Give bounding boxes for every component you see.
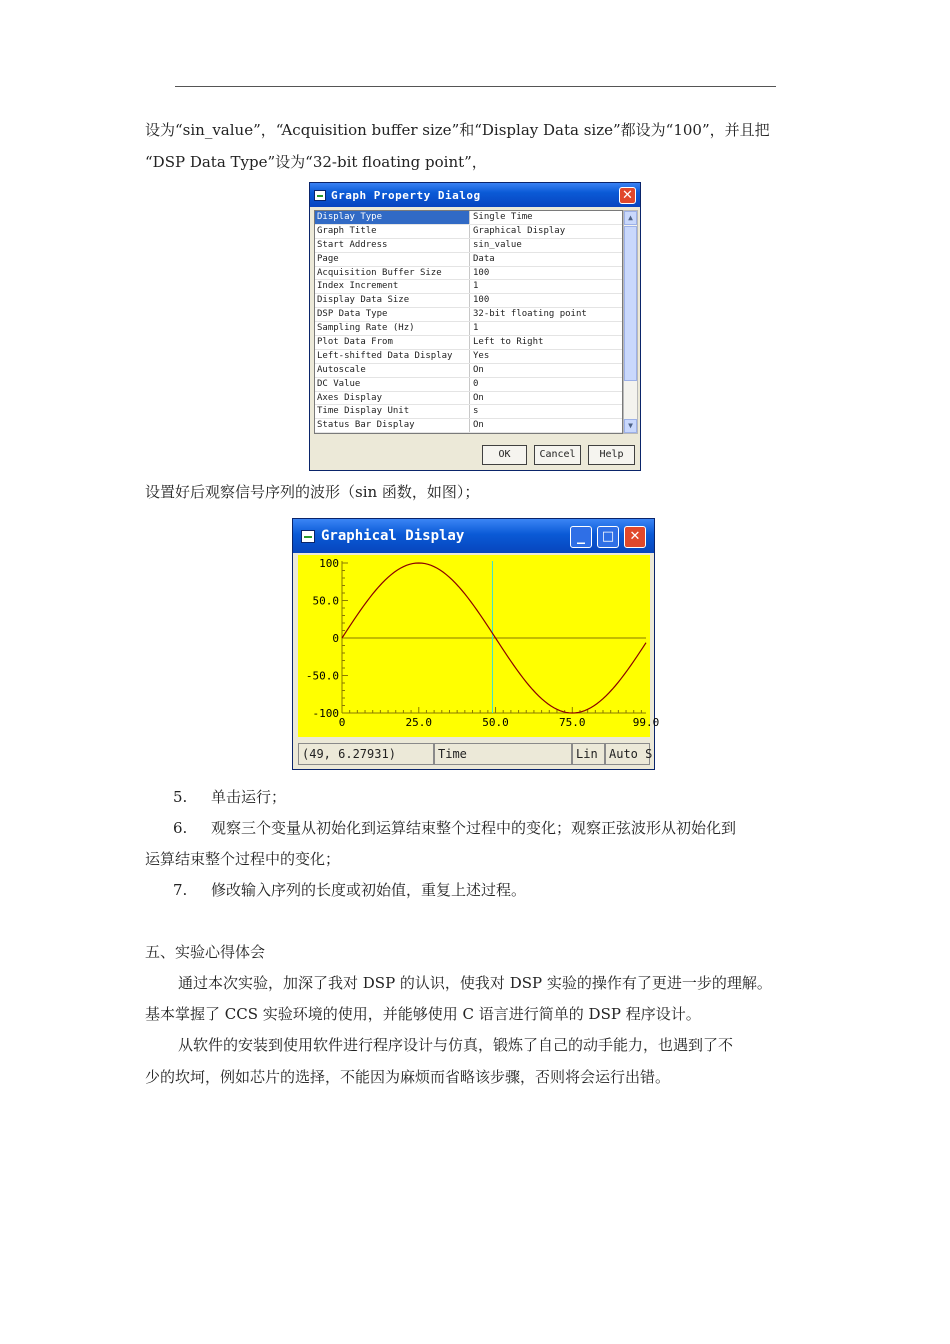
step-item: 5. 单击运行； [173, 788, 287, 806]
property-value[interactable]: sin_value [473, 239, 522, 250]
step-item: 7. 修改输入序列的长度或初始值，重复上述过程。 [173, 881, 527, 899]
scroll-down-icon[interactable]: ▼ [624, 419, 637, 433]
property-value[interactable]: Graphical Display [473, 225, 566, 236]
x-tick-label: 25.0 [405, 716, 433, 729]
property-key: Index Increment [315, 280, 470, 293]
property-key: Display Type [315, 211, 470, 224]
step-item-continued: 运算结束整个过程中的变化； [145, 850, 341, 868]
property-value[interactable]: Data [473, 253, 495, 264]
property-key: Sampling Rate (Hz) [315, 322, 470, 335]
y-tick-label: 100 [319, 557, 339, 570]
property-row[interactable] [315, 364, 622, 378]
property-value[interactable]: 1 [473, 281, 479, 292]
property-key: Time Display Unit [315, 405, 470, 418]
property-row[interactable] [315, 253, 622, 267]
plot-area[interactable] [298, 555, 660, 737]
property-value[interactable]: s [473, 406, 479, 417]
property-key: DC Value [315, 378, 470, 391]
graph-window-title: Graphical Display [321, 528, 465, 544]
property-key: Graph Title [315, 225, 470, 238]
property-row[interactable] [315, 405, 622, 419]
body-line: 少的坎坷，例如芯片的选择，不能因为麻烦而省略该步骤，否则将会运行出错。 [145, 1068, 671, 1086]
header-rule [175, 86, 776, 87]
axis-mode: Time [434, 743, 572, 765]
maximize-button[interactable]: □ [597, 526, 619, 548]
property-row[interactable] [315, 211, 622, 225]
property-row[interactable] [315, 267, 622, 281]
property-row[interactable] [315, 350, 622, 364]
scroll-thumb[interactable] [624, 226, 637, 381]
figure-caption: 设置好后观察信号序列的波形（sin 函数，如图）； [145, 483, 480, 501]
property-grid [314, 210, 623, 434]
ok-button[interactable]: OK [482, 445, 527, 465]
property-row[interactable] [315, 239, 622, 253]
close-button[interactable]: ✕ [624, 526, 646, 548]
property-value[interactable]: Single Time [473, 212, 533, 222]
graph-status-bar [298, 743, 653, 765]
y-tick-label: -50.0 [305, 669, 339, 683]
property-value[interactable]: On [473, 364, 484, 375]
property-key: DSP Data Type [315, 308, 470, 321]
property-value[interactable]: 0 [473, 378, 479, 389]
property-value[interactable]: Yes [473, 350, 490, 361]
y-tick-label: 0 [332, 632, 339, 645]
property-key: Plot Data From [315, 336, 470, 349]
body-line: 通过本次实验，加深了我对 DSP 的认识，使我对 DSP 实验的操作有了更进一步的理解。 [178, 974, 772, 992]
cancel-button[interactable]: Cancel [534, 445, 581, 465]
property-key: Start Address [315, 239, 470, 252]
graph-app-icon [301, 530, 315, 543]
graph-property-dialog [309, 182, 641, 471]
body-line: 从软件的安装到使用软件进行程序设计与仿真，锻炼了自己的动手能力，也遇到了不 [178, 1036, 734, 1054]
property-row[interactable] [315, 280, 622, 294]
y-tick-label: 50.0 [312, 594, 339, 608]
auto-scale-mode: Auto S [605, 743, 650, 765]
paragraph-line: 设为“sin_value”，“Acquisition buffer size”和“Display Data size”都设为“100”，并且把 [145, 121, 770, 139]
property-value[interactable]: 1 [473, 323, 479, 334]
dialog-titlebar [310, 183, 640, 207]
property-value[interactable]: On [473, 392, 484, 403]
sine-chart [298, 555, 660, 737]
property-key: Axes Display [315, 392, 470, 405]
property-value[interactable]: Left to Right [473, 337, 544, 348]
property-row[interactable] [315, 336, 622, 350]
property-row[interactable] [315, 322, 622, 336]
dialog-title: Graph Property Dialog [331, 188, 481, 202]
property-value[interactable]: 100 [473, 267, 490, 278]
property-row[interactable] [315, 378, 622, 392]
cursor-readout: (49, 6.27931) [298, 743, 434, 765]
property-key: Autoscale [315, 364, 470, 377]
property-row[interactable] [315, 392, 622, 406]
property-key: Display Data Size [315, 294, 470, 307]
property-scrollbar[interactable] [623, 210, 638, 434]
property-key: Status Bar Display [315, 419, 470, 432]
y-tick-label: -100 [312, 707, 339, 720]
property-value[interactable]: 100 [473, 295, 490, 306]
scale-mode: Lin [572, 743, 605, 765]
property-row[interactable] [315, 419, 622, 433]
property-row[interactable] [315, 308, 622, 322]
property-key: Acquisition Buffer Size [315, 267, 470, 280]
section-title: 五、实验心得体会 [145, 943, 266, 961]
scroll-up-icon[interactable]: ▲ [624, 211, 637, 225]
property-row[interactable] [315, 225, 622, 239]
graph-app-icon [314, 190, 326, 201]
property-value[interactable]: On [473, 420, 484, 431]
x-tick-label: 50.0 [482, 716, 509, 729]
x-tick-label: 75.0 [559, 716, 586, 729]
step-item: 6. 观察三个变量从初始化到运算结束整个过程中的变化；观察正弦波形从初始化到 [173, 819, 737, 837]
minimize-button[interactable]: _ [570, 526, 592, 548]
property-row[interactable] [315, 294, 622, 308]
paragraph-line: “DSP Data Type”设为“32-bit floating point”， [145, 153, 487, 171]
body-line: 基本掌握了 CCS 实验环境的使用，并能够使用 C 语言进行简单的 DSP 程序设计。 [145, 1005, 701, 1023]
dialog-close-button[interactable]: ✕ [619, 187, 636, 204]
property-key: Page [315, 253, 470, 266]
help-button[interactable]: Help [588, 445, 635, 465]
x-tick-label: 99.0 [632, 716, 660, 729]
property-key: Left-shifted Data Display [315, 350, 470, 363]
property-value[interactable]: 32-bit floating point [473, 309, 587, 320]
graphical-display-window [292, 518, 660, 770]
x-tick-label: 0 [338, 716, 346, 729]
